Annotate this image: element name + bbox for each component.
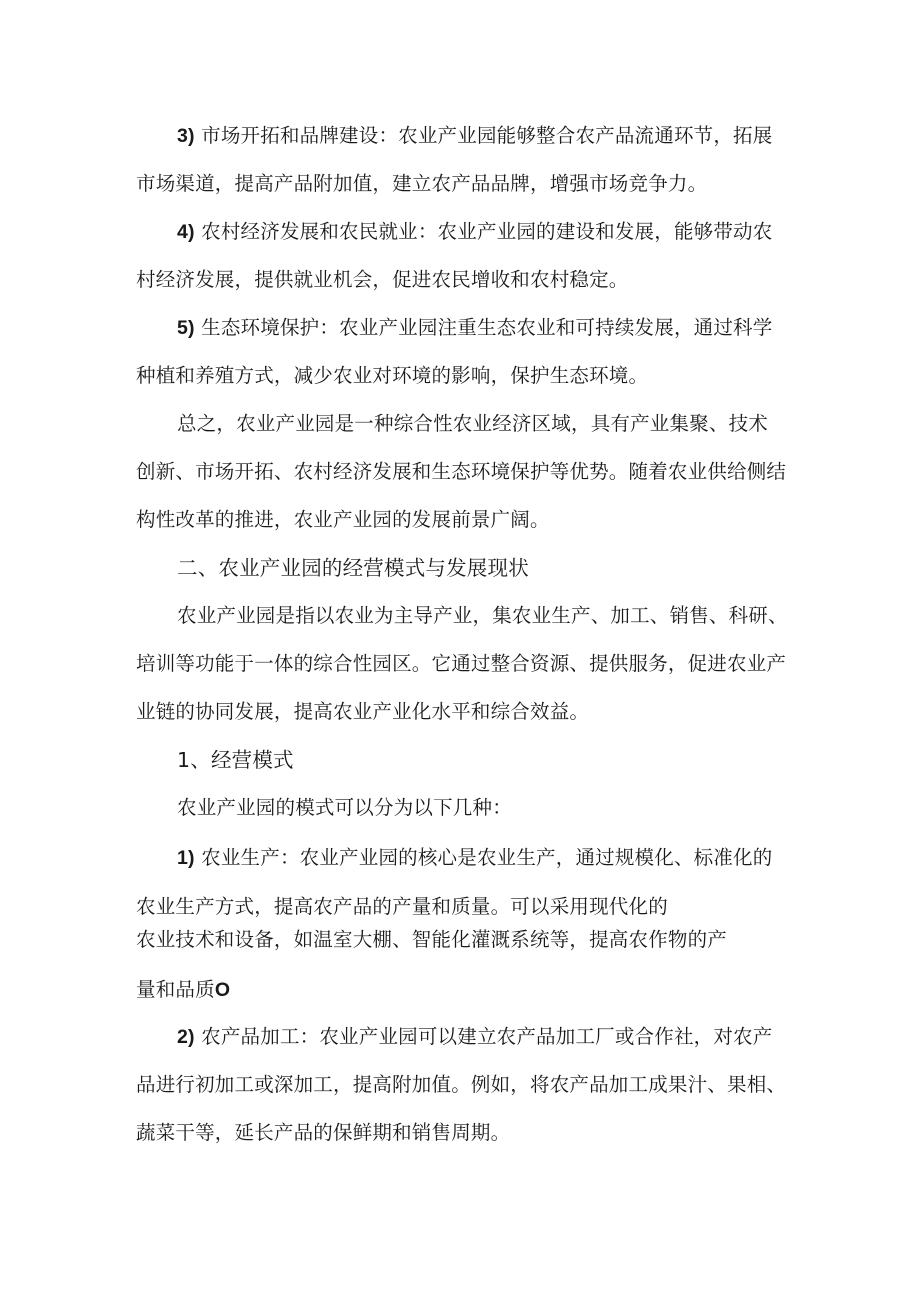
summary-line-1: 总之，农业产业园是一种综合性农业经济区域，具有产业集聚、技术 [177,412,769,435]
section-2-heading: 二、农业产业园的经营模式与发展现状 [177,556,529,580]
intro-line-3: 业链的协同发展，提高农业产业化水平和综合效益。 [136,700,590,723]
summary-line-3: 构性改革的推进，农业产业园的发展前景广阔。 [136,508,550,531]
item-number: 3) [177,125,195,147]
mode-2-line-3: 蔬菜干等，延长产品的保鲜期和销售周期。 [136,1121,511,1144]
mode-1-line-1: 1) 农业生产：农业产业园的核心是农业生产，通过规模化、标准化的 [177,846,773,869]
paragraph-5-line-1: 5) 生态环境保护：农业产业园注重生态农业和可持续发展，通过科学 [177,316,773,339]
mode-1-line-3: 农业技术和设备，如温室大棚、智能化灌溉系统等，提高农作物的产 [136,928,728,951]
paragraph-5-line-2: 种植和养殖方式，减少农业对环境的影响，保护生态环境。 [136,364,649,387]
paragraph-3-line-1: 3) 市场开拓和品牌建设：农业产业园能够整合农产品流通环节，拓展 [177,124,773,147]
paragraph-3-line-2: 市场渠道，提高产品附加值，建立农产品品牌，增强市场竞争力。 [136,172,708,195]
item-number: 4) [177,221,195,243]
intro-line-1: 农业产业园是指以农业为主导产业，集农业生产、加工、销售、科研、 [177,604,788,627]
subsection-1-heading: 1、经营模式 [177,748,294,772]
mode-1-line-2: 农业生产方式，提高农产品的产量和质量。可以采用现代化的 [136,895,668,918]
item-number: 2) [177,1026,195,1048]
item-number: 5) [177,317,195,339]
mode-1-line-4: 量和品质O [136,978,231,1001]
mode-2-line-2: 品进行初加工或深加工，提高附加值。例如，将农产品加工成果汁、果相、 [136,1073,787,1096]
paragraph-4-line-1: 4) 农村经济发展和农民就业：农业产业园的建设和发展，能够带动农 [177,220,773,243]
modes-intro: 农业产业园的模式可以分为以下几种： [177,796,512,819]
paragraph-4-line-2: 村经济发展，提供就业机会，促进农民增收和农村稳定。 [136,268,629,291]
summary-line-2: 创新、市场开拓、农村经济发展和生态环境保护等优势。随着农业供给侧结 [136,460,787,483]
mode-2-line-1: 2) 农产品加工：农业产业园可以建立农产品加工厂或合作社，对农产 [177,1025,773,1048]
intro-line-2: 培训等功能于一体的综合性园区。它通过整合资源、提供服务，促进农业产 [136,652,787,675]
item-number: 1) [177,847,195,869]
trailing-mark: O [214,979,231,1001]
